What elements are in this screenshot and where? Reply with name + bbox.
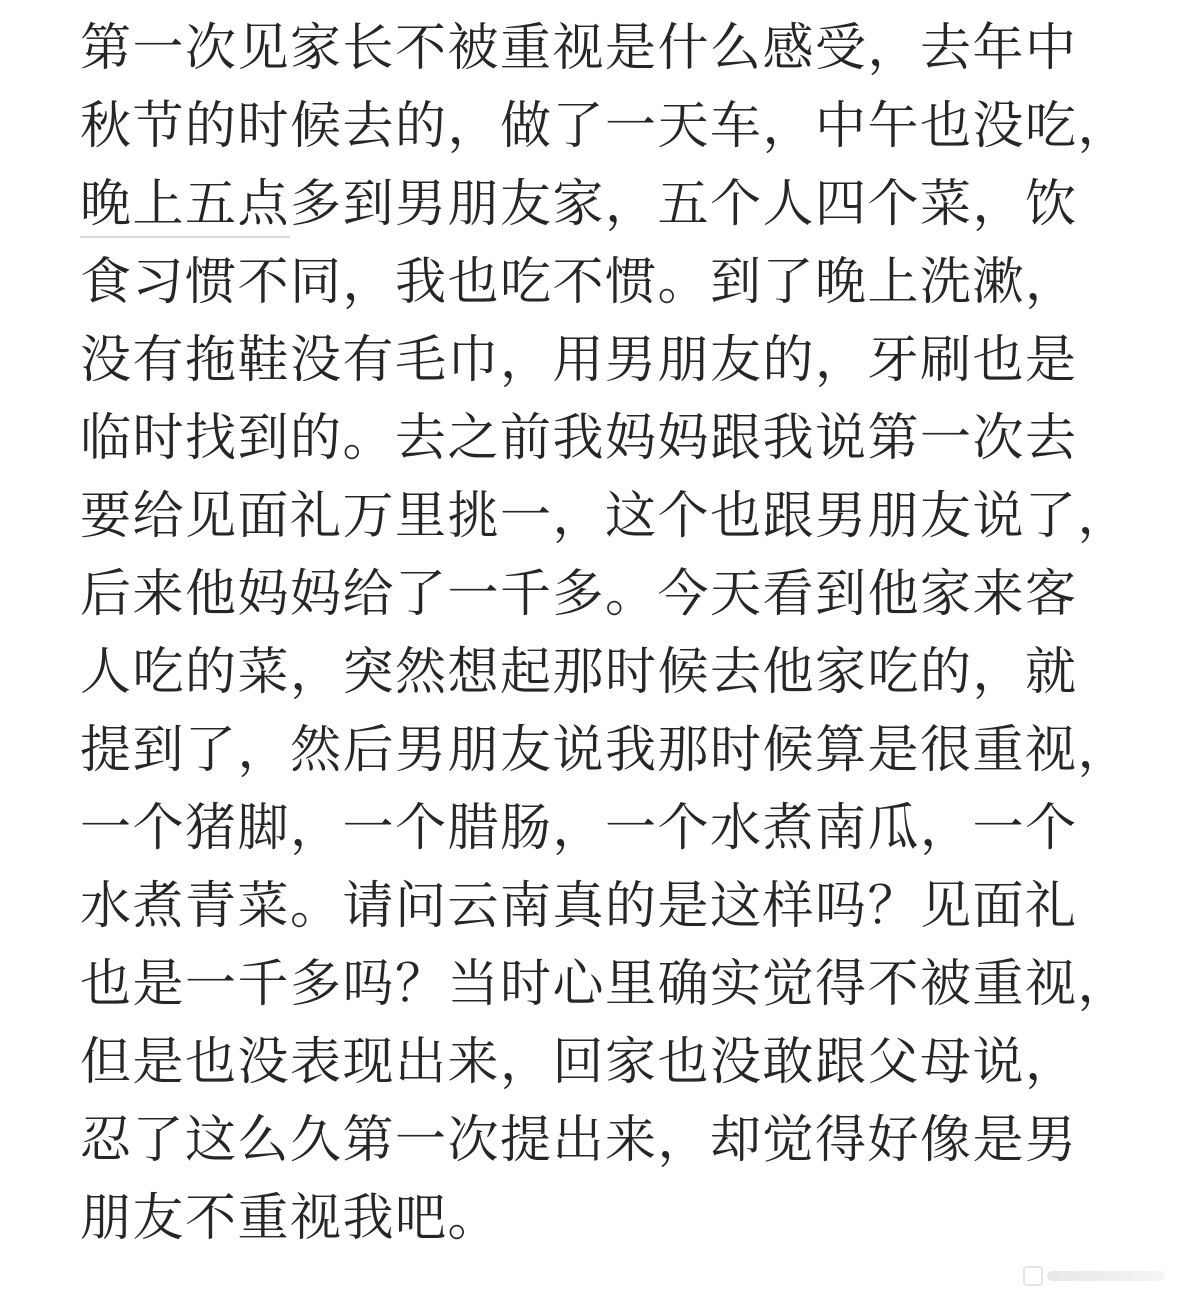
text-line-3 <box>80 166 1078 244</box>
highlighted-phrase[interactable]: 晚上五点 <box>80 175 290 238</box>
text-line-8: 后来他妈妈给了一千多。今天看到他家来客 <box>80 565 1078 624</box>
text-line-13: 也是一千多吗？当时心里确实觉得不被重视， <box>80 955 1131 1014</box>
watermark-bar <box>1047 1271 1165 1281</box>
text-line-14: 但是也没表现出来，回家也没敢跟父母说， <box>80 1033 1078 1092</box>
text-line-6: 临时找到的。去之前我妈妈跟我说第一次去 <box>80 409 1078 468</box>
text-line-4: 食习惯不同，我也吃不惯。到了晚上洗漱， <box>80 253 1078 312</box>
text-line-12: 水煮青菜。请问云南真的是这样吗？见面礼 <box>80 877 1078 936</box>
text-line-15: 忍了这么久第一次提出来，却觉得好像是男 <box>80 1111 1078 1170</box>
text-line-2: 秋节的时候去的，做了一天车，中午也没吃， <box>80 97 1131 156</box>
text-line-10: 提到了，然后男朋友说我那时候算是很重视， <box>80 721 1131 780</box>
text-line-7: 要给见面礼万里挑一，这个也跟男朋友说了， <box>80 487 1131 546</box>
text-line-11: 一个猪脚，一个腊肠，一个水煮南瓜，一个 <box>80 799 1078 858</box>
text-line-5: 没有拖鞋没有毛巾，用男朋友的，牙刷也是 <box>80 331 1078 390</box>
text-line-16: 朋友不重视我吧。 <box>80 1189 501 1248</box>
watermark <box>1023 1264 1165 1288</box>
text-line-9: 人吃的菜，突然想起那时候去他家吃的，就 <box>80 643 1078 702</box>
watermark-logo-icon <box>1023 1266 1043 1286</box>
text-line-3-rest: 多到男朋友家，五个人四个菜，饮 <box>290 175 1078 234</box>
text-line-1: 第一次见家长不被重视是什么感受，去年中 <box>80 19 1078 78</box>
